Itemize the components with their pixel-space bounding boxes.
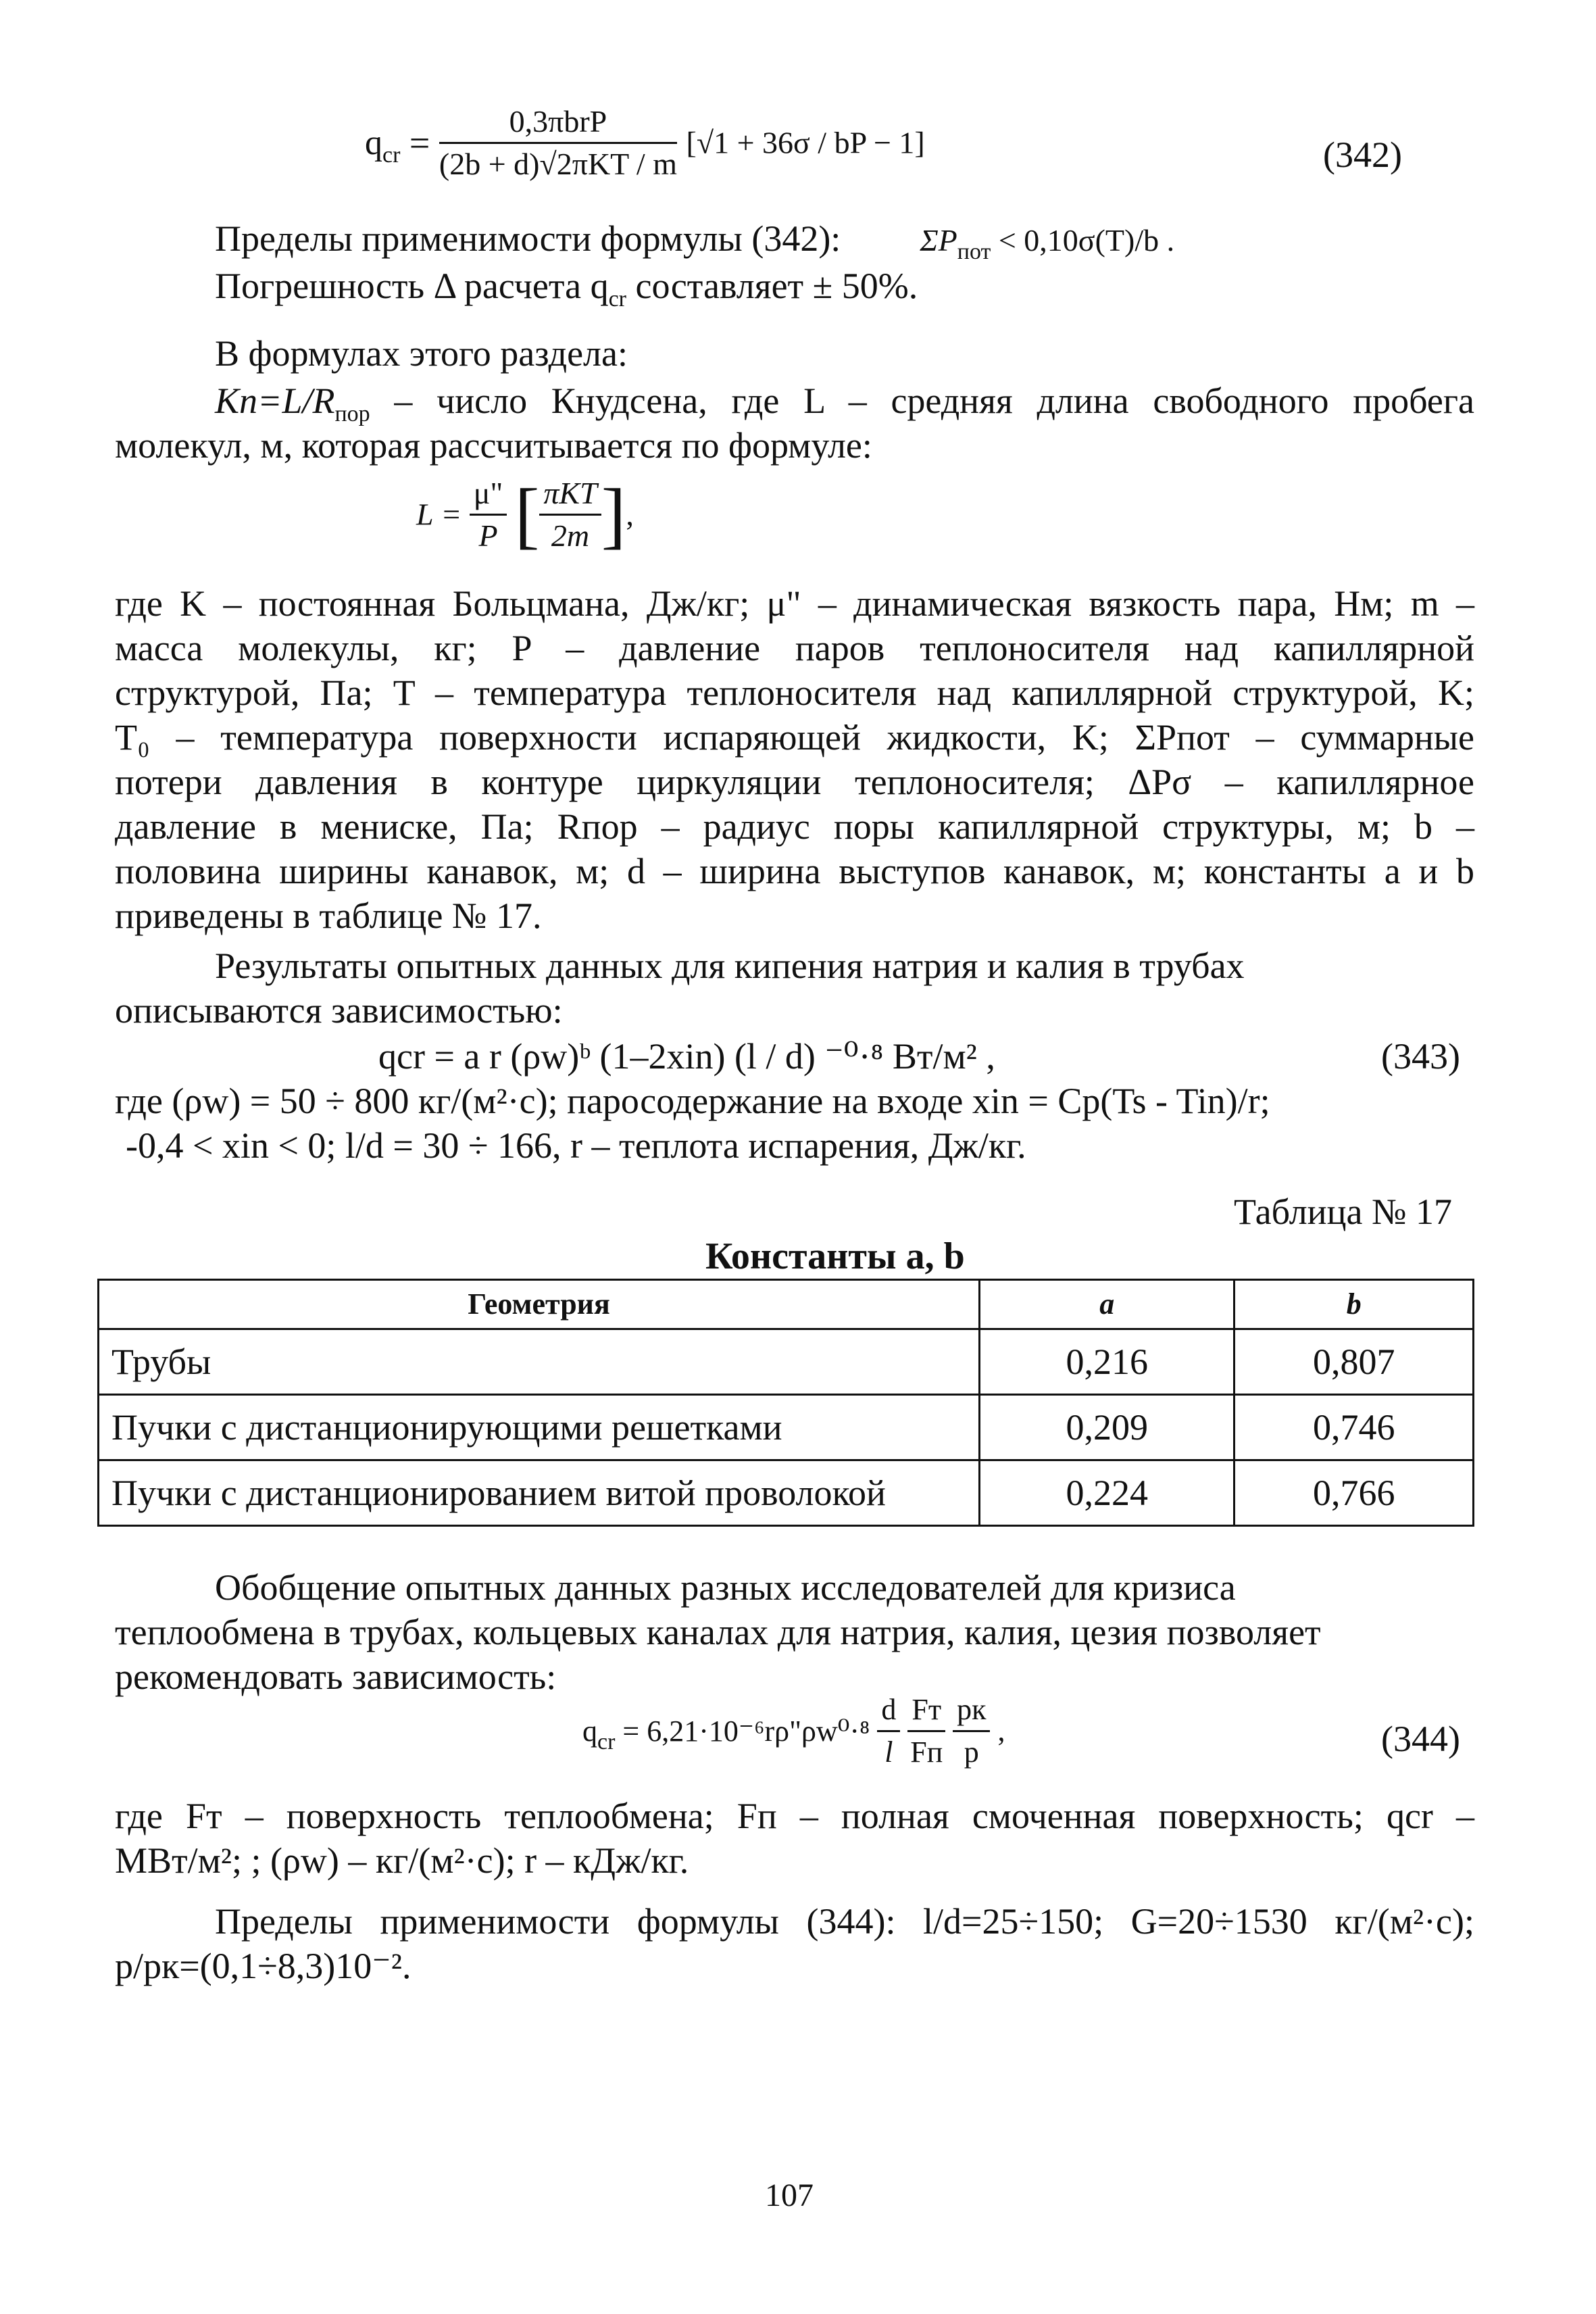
eq342-numerator: 0,3πbrP <box>439 101 677 144</box>
table-header-row <box>99 1280 1474 1329</box>
eq343-where-line-2: -0,4 < xin < 0; l/d = 30 ÷ 166, r – теплота испарения, Дж/кг. <box>126 1125 1026 1166</box>
table-row <box>99 1395 1474 1460</box>
table-cell-b: 0,807 <box>1235 1329 1474 1395</box>
eq344-where-line-2: МВт/м²; ; (ρw) – кг/(м²·с); r – кДж/кг. <box>115 1840 689 1881</box>
where-line-1: где K – постоянная Больцмана, Дж/кг; μ" – динамическая вязкость пара, Нм; m – <box>115 583 1474 624</box>
knudsen-line-1: $Kn=L/R_{пор}$ – число Кнудсена, где L – средняя длина свободного пробега <box>215 380 1474 426</box>
eq344-number: (344) <box>1381 1719 1460 1759</box>
results-line-2: описываются зависимостью: <box>115 990 563 1031</box>
table-number: Таблица № 17 <box>1234 1191 1452 1232</box>
eq344-where-line-1: где Fт – поверхность теплообмена; Fп – полная смоченная поверхность; qcr – <box>115 1796 1474 1836</box>
where-line-8: приведены в таблице № 17. <box>115 895 542 936</box>
table-cell-geometry: Трубы <box>99 1329 980 1395</box>
table-row <box>99 1329 1474 1395</box>
equation-L: L = $\frac{\mu"}{P}$ [ $\frac{\text{πKT}}{2m}$ ], <box>416 473 634 556</box>
general-line-3: рекомендовать зависимость: <box>115 1656 557 1697</box>
general-line-2: теплообмена в трубах, кольцевых каналах для натрия, калия, цезия позволяет <box>115 1612 1321 1652</box>
table-header-geometry: Геометрия <box>99 1280 980 1329</box>
general-line-1: Обобщение опытных данных разных исследователей для кризиса <box>215 1567 1236 1608</box>
constants-table <box>97 1279 1474 1527</box>
table-cell-a: 0,209 <box>980 1395 1235 1460</box>
eq344-fraction-d-l: $\frac{d}{l}$ <box>877 1690 900 1773</box>
error-line: Погрешность Δ расчета $q_{cr}$ составляет ± 50%. <box>215 266 918 312</box>
table-header-a: a <box>980 1280 1235 1329</box>
table-cell-a: 0,224 <box>980 1460 1235 1526</box>
where-line-5: потери давления в контуре циркуляции теплоносителя; ΔPσ – капиллярное <box>115 762 1474 802</box>
eq342-lhs: $q_{cr}$ <box>365 123 401 168</box>
eq342-number: (342) <box>1323 134 1402 175</box>
table-row <box>99 1460 1474 1526</box>
where-line-3: структурой, Па; T – температура теплоносителя над капиллярной структурой, K; <box>115 672 1474 713</box>
eq343-number: (343) <box>1381 1036 1460 1077</box>
eq342-denominator: (2b + d)√2πKT / m <box>439 147 677 181</box>
table-cell-b: 0,746 <box>1235 1395 1474 1460</box>
eq342-fraction <box>439 101 677 184</box>
eq344-fraction-p: $\frac{pк}{p}$ <box>953 1690 990 1773</box>
limits-344-line-2: p/pк=(0,1÷8,3)10⁻². <box>115 1946 412 1986</box>
equation-343: qcr = a r (ρw)ᵇ (1–2xin) (l / d) ⁻⁰·⁸ Вт/м² , <box>378 1036 995 1077</box>
table-cell-geometry: Пучки с дистанционирующими решетками <box>99 1395 980 1460</box>
eq344-fraction-F: $\frac{Fт}{Fп}$ <box>907 1690 945 1773</box>
equation-344: $q_{cr}$ = 6,21·10⁻⁶rρ"ρw⁰·⁸ $\frac{d}{l}$ $\frac{Fт}{Fп}$ $\frac{pк}{p}$ , <box>582 1690 1005 1791</box>
limits-344-line-1: Пределы применимости формулы (344): l/d=25÷150; G=20÷1530 кг/(м²·с); <box>215 1901 1474 1942</box>
limits-342: Пределы применимости формулы (342): $\Sigma P_{пот} < 0,10\sigma(T)/b$ . <box>215 218 1175 264</box>
where-line-2: масса молекулы, кг; P – давление паров теплоносителя над капиллярной <box>115 628 1474 668</box>
eqL-bracket-fraction: $\frac{\text{πKT}}{2m}$ <box>539 473 601 556</box>
eqL-mu-fraction: $\frac{\mu"}{P}$ <box>470 473 507 556</box>
eq342-bracket: [√1 + 36σ / bP − 1] <box>686 125 925 160</box>
table-header-b: b <box>1235 1280 1474 1329</box>
in-formulas-heading: В формулах этого раздела: <box>215 333 628 374</box>
where-line-4: T₀ – температура поверхности испаряющей жидкости, K; ΣPпот – суммарные <box>115 717 1474 758</box>
knudsen-line-2: молекул, м, которая рассчитывается по формуле: <box>115 425 872 466</box>
results-line-1: Результаты опытных данных для кипения натрия и калия в трубах <box>215 945 1245 986</box>
table-cell-a: 0,216 <box>980 1329 1235 1395</box>
table-cell-geometry: Пучки с дистанционированием витой проволокой <box>99 1460 980 1526</box>
where-line-7: половина ширины канавок, м; d – ширина выступов канавок, м; константы a и b <box>115 851 1474 891</box>
table-cell-b: 0,766 <box>1235 1460 1474 1526</box>
where-line-6: давление в мениске, Па; Rпор – радиус поры капиллярной структуры, м; b – <box>115 806 1474 847</box>
eq343-where-line-1: где (ρw) = 50 ÷ 800 кг/(м²·с); паросодержание на входе xin = Cp(Ts - Tin)/r; <box>115 1081 1270 1121</box>
equation-342: $q_{cr}$ = $\frac{\text{0,3πbrP}}{\text{(2b + d)√2πKT / m}}$ [√1 + 36σ / bP − 1] <box>365 101 925 210</box>
page-number: 107 <box>765 2177 814 2213</box>
table-caption: Константы a, b <box>705 1235 965 1277</box>
